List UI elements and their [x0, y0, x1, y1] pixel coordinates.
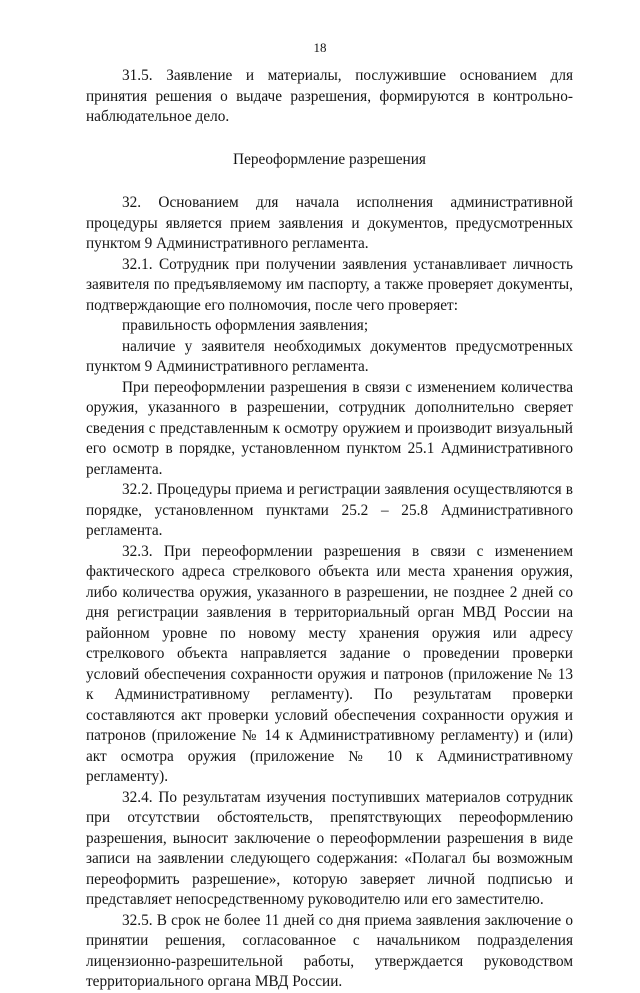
paragraph-32-5: 32.5. В срок не более 11 дней со дня приема заявления заключение о принятии решения, согласованное с начальником подразделения лицензионно-разрешительной работы, утверждается руководством территориального органа МВД России. — [86, 911, 573, 990]
paragraph-32-2: 32.2. Процедуры приема и регистрации заявления осуществляются в порядке, установленном пунктами 25.2 – 25.8 Административного регламента. — [86, 481, 573, 539]
section-heading: Переоформление разрешения — [233, 150, 426, 168]
paragraph-32-1-item-a: правильность оформления заявления; — [122, 317, 369, 334]
paragraph-32-1-item-b: наличие у заявителя необходимых документов предусмотренных пунктом 9 Административного регламента. — [86, 337, 573, 375]
paragraph-32: 32. Основанием для начала исполнения административной процедуры является прием заявления и документов, предусмотренных пунктом 9 Административного регламента. — [86, 194, 573, 252]
document-body — [86, 66, 573, 993]
paragraph-32-4: 32.4. По результатам изучения поступивших материалов сотрудник при отсутствии обстоятельств, препятствующих переоформлению разрешения, выносит заключение о переоформлении разрешения в виде записи на заявлении следующего содержания: «Полагал бы возможным переоформить разрешение», которую заверяет личной подписью и представляет непосредственному руководителю или его заместителю. — [86, 788, 573, 908]
paragraph-32-1-note: При переоформлении разрешения в связи с изменением количества оружия, указанного в разрешении, сотрудник дополнительно сверяет сведения с представленным к осмотру оружием и производит визуальный его осмотр в порядке, установленном пунктом 25.1 Административного регламента. — [86, 378, 573, 478]
page-number: 18 — [313, 40, 327, 55]
paragraph-31-5: 31.5. Заявление и материалы, послужившие основанием для принятия решения о выдаче разрешения, формируются в контрольно-наблюдательное дело. — [86, 67, 573, 125]
paragraph-32-1: 32.1. Сотрудник при получении заявления устанавливает личность заявителя по предъявляемому им паспорту, а также проверяет документы, подтверждающие его полномочия, после чего проверяет: — [86, 255, 573, 314]
paragraph-32-3: 32.3. При переоформлении разрешения в связи с изменением фактического адреса стрелкового объекта или места хранения оружия, либо количества оружия, указанного в разрешении, не позднее 2 дней со дня регистрации заявления в территориальный орган МВД России на районном уровне по новому месту хранения оружия или адресу стрелкового объекта направляется задание о проведении проверки условий обеспечения сохранности оружия и патронов (приложение № 13 к Административному регламенту). По результатам проверки составляются акт проверки условий обеспечения сохранности оружия и патронов (приложение № 14 к Административному регламенту) и (или) акт осмотра оружия (приложение № 10 к Административному регламенту). — [86, 542, 573, 785]
